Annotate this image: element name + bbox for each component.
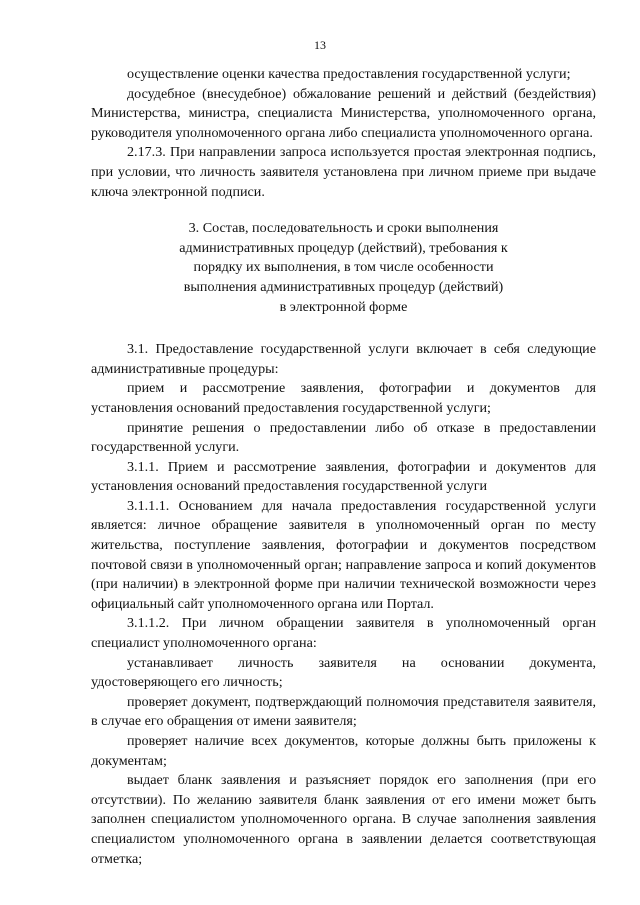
paragraph: 3.1.1.1. Основанием для начала предоставления государственной услуги является: личное обращение заявителя в уполномоченный орган по месту жительства, поступление заявления, фотографии и документов посредством почтовой связи в уполномоченный орган; направление запроса и копий документов (при наличии) в электронной форме при наличии технической возможности через официальный сайт уполномоченного органа или Портал. — [91, 497, 596, 612]
paragraph: досудебное (внесудебное) обжалование решений и действий (бездействия) Министерства, министра, специалиста Министерства, уполномоченного органа, руководителя уполномоченного органа либо специалиста уполномоченного органа. — [91, 85, 596, 141]
document-body — [91, 65, 596, 869]
paragraph: устанавливает личность заявителя на основании документа, удостоверяющего его личность; — [91, 654, 596, 691]
paragraph: проверяет наличие всех документов, которые должны быть приложены к документам; — [91, 733, 596, 769]
paragraph: прием и рассмотрение заявления, фотографии и документов для установления оснований предоставления государственной услуги; — [91, 380, 596, 416]
paragraph: принятие решения о предоставлении либо об отказе в предоставлении государственной услуги. — [91, 419, 596, 456]
paragraph: 3.1.1.2. При личном обращении заявителя в уполномоченный орган специалист уполномоченного органа: — [91, 615, 596, 652]
section-title-line: выполнения административных процедур (действий) — [183, 278, 504, 295]
section-title — [91, 219, 596, 317]
paragraph: выдает бланк заявления и разъясняет порядок его заполнения (при его отсутствии). По желанию заявителя бланк заявления от его имени может быть заполнен специалистом уполномоченного органа. В случае заполнения заявления специалистом уполномоченного органа в заявлении делается соответствующая отметка; — [91, 772, 596, 867]
paragraph: 3.1. Предоставление государственной услуги включает в себя следующие административные процедуры: — [91, 341, 596, 377]
section-title-line: порядку их выполнения, в том числе особенности — [193, 259, 494, 276]
paragraph: 3.1.1. Прием и рассмотрение заявления, фотографии и документов для установления оснований предоставления государственной услуги — [91, 458, 596, 495]
paragraph: осуществление оценки качества предоставления государственной услуги; — [127, 66, 571, 82]
paragraph: 2.17.3. При направлении запроса используется простая электронная подпись, при условии, что личность заявителя установлена при личном приеме при выдаче ключа электронной подписи. — [91, 144, 596, 200]
paragraph: проверяет документ, подтверждающий полномочия представителя заявителя, в случае его обращения от имени заявителя; — [91, 693, 596, 730]
section-title-line: административных процедур (действий), требования к — [179, 239, 508, 256]
section-title-line: 3. Состав, последовательность и сроки выполнения — [188, 220, 499, 237]
page-number: 13 — [314, 38, 326, 52]
section-title-line: в электронной форме — [279, 298, 408, 315]
